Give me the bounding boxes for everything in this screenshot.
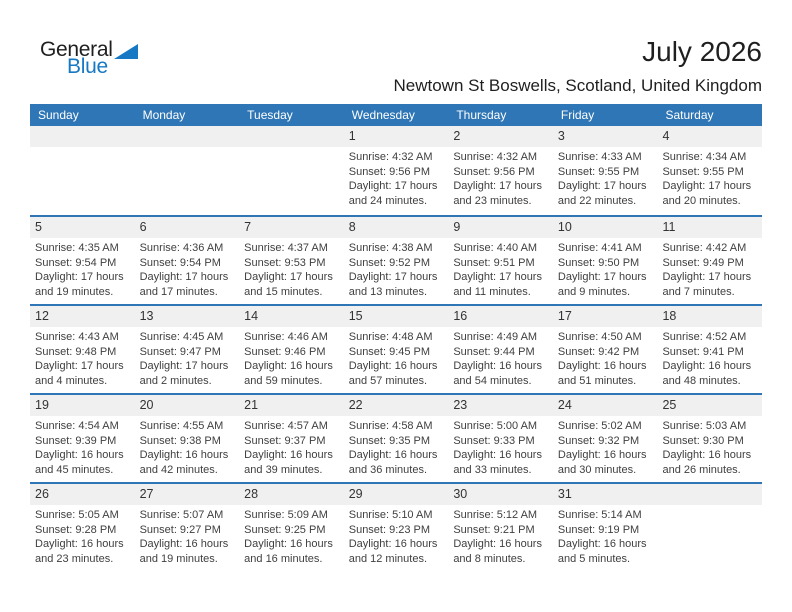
day-number-empty [135,126,240,147]
day-number-31: 31 [557,487,572,501]
sunset-text: Sunset: 9:49 PM [662,256,744,269]
day-number-17: 17 [557,309,572,323]
sunset-text: Sunset: 9:50 PM [557,256,640,269]
day-number-26: 26 [35,487,49,501]
logo-word-general: General [40,38,113,61]
day-number-29: 29 [348,487,363,501]
day-details-row [30,416,762,477]
sunrise-text: Sunrise: 4:32 AM [348,151,433,163]
sunset-text: Sunset: 9:35 PM [348,434,431,447]
weekday-header-saturday: Saturday [665,108,714,122]
sunset-text: Sunset: 9:42 PM [557,345,640,358]
sunrise-text: Sunrise: 4:50 AM [557,331,642,343]
daylight-text: Daylight: 16 hours and 45 minutes. [35,449,124,476]
daylight-text: Daylight: 16 hours and 57 minutes. [348,360,438,387]
month-title: July 2026 [642,36,762,67]
daylight-text: Daylight: 16 hours and 42 minutes. [139,449,229,476]
day-cell-23 [448,416,553,477]
day-cell-7 [239,238,344,299]
daylight-text: Daylight: 16 hours and 23 minutes. [35,538,124,565]
day-number-empty [657,484,762,505]
day-number-14: 14 [244,309,259,323]
sunset-text: Sunset: 9:48 PM [35,345,117,358]
day-details-row [30,505,762,566]
day-cell-29 [344,505,449,566]
sunrise-text: Sunrise: 5:00 AM [453,420,538,432]
day-cell-26 [30,505,135,566]
day-number-28: 28 [244,487,259,501]
day-cell-empty [239,147,344,208]
sunset-text: Sunset: 9:47 PM [139,345,221,358]
sunset-text: Sunset: 9:45 PM [348,345,431,358]
sunset-text: Sunset: 9:55 PM [662,165,744,178]
daylight-text: Daylight: 17 hours and 23 minutes. [453,180,542,207]
day-cell-14 [239,327,344,388]
sunrise-text: Sunrise: 4:36 AM [139,242,224,254]
daylight-text: Daylight: 16 hours and 59 minutes. [244,360,333,387]
sunrise-text: Sunrise: 5:07 AM [139,509,224,521]
sunrise-text: Sunrise: 5:05 AM [35,509,119,521]
sunrise-text: Sunrise: 5:02 AM [557,420,642,432]
daylight-text: Daylight: 17 hours and 15 minutes. [244,271,333,298]
weekday-header-friday: Friday [560,108,595,122]
sunset-text: Sunset: 9:56 PM [348,165,431,178]
sunrise-text: Sunrise: 4:57 AM [244,420,328,432]
day-number-5: 5 [35,220,42,234]
week-row-2 [30,215,762,304]
sunset-text: Sunset: 9:44 PM [453,345,535,358]
day-number-6: 6 [139,220,147,234]
daylight-text: Daylight: 17 hours and 22 minutes. [557,180,647,207]
daylight-text: Daylight: 16 hours and 39 minutes. [244,449,333,476]
day-number-empty [239,126,344,147]
day-cell-18 [657,327,762,388]
day-cell-16 [448,327,553,388]
logo-triangle-icon [114,44,138,59]
weekday-header-tuesday: Tuesday [247,108,293,122]
day-number-band [30,306,762,327]
day-number-7: 7 [244,220,252,234]
day-cell-28 [239,505,344,566]
day-cell-10 [553,238,658,299]
day-number-band [30,484,762,505]
day-number-4: 4 [662,129,670,143]
day-cell-1 [344,147,449,208]
sunrise-text: Sunrise: 4:55 AM [139,420,224,432]
day-number-25: 25 [662,398,677,412]
daylight-text: Daylight: 16 hours and 26 minutes. [662,449,752,476]
day-number-30: 30 [453,487,468,501]
day-details-row [30,327,762,388]
day-number-2: 2 [453,129,461,143]
day-cell-21 [239,416,344,477]
sunrise-text: Sunrise: 4:37 AM [244,242,328,254]
day-cell-4 [657,147,762,208]
daylight-text: Daylight: 16 hours and 36 minutes. [348,449,438,476]
daylight-text: Daylight: 17 hours and 2 minutes. [139,360,229,387]
day-cell-20 [135,416,240,477]
daylight-text: Daylight: 17 hours and 19 minutes. [35,271,124,298]
sunset-text: Sunset: 9:46 PM [244,345,326,358]
day-cell-9 [448,238,553,299]
day-number-19: 19 [35,398,49,412]
day-number-12: 12 [35,309,49,323]
day-number-20: 20 [139,398,154,412]
sunset-text: Sunset: 9:56 PM [453,165,535,178]
weekday-header-wednesday: Wednesday [351,108,415,122]
sunset-text: Sunset: 9:27 PM [139,523,221,536]
day-cell-empty [657,505,762,566]
sunrise-text: Sunrise: 5:10 AM [348,509,433,521]
day-number-15: 15 [348,309,363,323]
day-cell-30 [448,505,553,566]
day-cell-25 [657,416,762,477]
week-row-1 [30,126,762,215]
sunset-text: Sunset: 9:54 PM [139,256,221,269]
sunset-text: Sunset: 9:41 PM [662,345,744,358]
weeks-grid [30,126,762,571]
day-number-band [30,217,762,238]
daylight-text: Daylight: 16 hours and 12 minutes. [348,538,438,565]
day-cell-17 [553,327,658,388]
sunset-text: Sunset: 9:38 PM [139,434,221,447]
day-number-13: 13 [139,309,154,323]
day-number-band [30,395,762,416]
daylight-text: Daylight: 16 hours and 54 minutes. [453,360,542,387]
general-blue-logo [40,38,138,79]
day-cell-19 [30,416,135,477]
sunrise-text: Sunrise: 4:40 AM [453,242,538,254]
week-row-4 [30,393,762,482]
daylight-text: Daylight: 16 hours and 19 minutes. [139,538,229,565]
sunset-text: Sunset: 9:21 PM [453,523,535,536]
sunset-text: Sunset: 9:53 PM [244,256,326,269]
sunset-text: Sunset: 9:55 PM [557,165,640,178]
sunset-text: Sunset: 9:23 PM [348,523,431,536]
sunrise-text: Sunrise: 4:32 AM [453,151,538,163]
sunset-text: Sunset: 9:32 PM [557,434,640,447]
sunrise-text: Sunrise: 4:48 AM [348,331,433,343]
sunset-text: Sunset: 9:19 PM [557,523,640,536]
daylight-text: Daylight: 17 hours and 17 minutes. [139,271,229,298]
day-cell-8 [344,238,449,299]
day-number-10: 10 [557,220,572,234]
daylight-text: Daylight: 17 hours and 4 minutes. [35,360,124,387]
daylight-text: Daylight: 17 hours and 13 minutes. [348,271,438,298]
day-cell-5 [30,238,135,299]
day-number-27: 27 [139,487,154,501]
daylight-text: Daylight: 16 hours and 30 minutes. [557,449,647,476]
day-cell-empty [135,147,240,208]
daylight-text: Daylight: 16 hours and 8 minutes. [453,538,542,565]
sunset-text: Sunset: 9:39 PM [35,434,117,447]
sunrise-text: Sunrise: 5:14 AM [557,509,642,521]
sunset-text: Sunset: 9:37 PM [244,434,326,447]
calendar-table [30,104,762,571]
day-number-9: 9 [453,220,461,234]
sunrise-text: Sunrise: 5:03 AM [662,420,747,432]
day-cell-6 [135,238,240,299]
weekday-header-monday: Monday [142,108,186,122]
daylight-text: Daylight: 16 hours and 5 minutes. [557,538,647,565]
day-number-1: 1 [348,129,356,143]
sunrise-text: Sunrise: 4:58 AM [348,420,433,432]
logo-word-blue: Blue [67,55,108,78]
week-row-3 [30,304,762,393]
sunrise-text: Sunrise: 4:54 AM [35,420,119,432]
day-number-24: 24 [557,398,572,412]
daylight-text: Daylight: 17 hours and 11 minutes. [453,271,542,298]
day-cell-12 [30,327,135,388]
sunrise-text: Sunrise: 4:45 AM [139,331,224,343]
weekday-header-sunday: Sunday [38,108,79,122]
sunrise-text: Sunrise: 4:52 AM [662,331,747,343]
sunset-text: Sunset: 9:52 PM [348,256,431,269]
sunset-text: Sunset: 9:30 PM [662,434,744,447]
sunset-text: Sunset: 9:33 PM [453,434,535,447]
week-row-5 [30,482,762,571]
sunrise-text: Sunrise: 4:33 AM [557,151,642,163]
sunrise-text: Sunrise: 5:09 AM [244,509,328,521]
sunset-text: Sunset: 9:25 PM [244,523,326,536]
day-number-23: 23 [453,398,468,412]
day-number-21: 21 [244,398,259,412]
sunrise-text: Sunrise: 4:34 AM [662,151,747,163]
daylight-text: Daylight: 16 hours and 51 minutes. [557,360,647,387]
sunset-text: Sunset: 9:54 PM [35,256,117,269]
day-number-11: 11 [662,220,676,234]
day-cell-empty [30,147,135,208]
day-details-row [30,238,762,299]
daylight-text: Daylight: 17 hours and 20 minutes. [662,180,752,207]
day-number-band [30,126,762,147]
daylight-text: Daylight: 16 hours and 48 minutes. [662,360,752,387]
day-number-22: 22 [348,398,363,412]
day-number-16: 16 [453,309,468,323]
day-cell-13 [135,327,240,388]
day-cell-3 [553,147,658,208]
daylight-text: Daylight: 17 hours and 7 minutes. [662,271,752,298]
day-cell-2 [448,147,553,208]
day-cell-11 [657,238,762,299]
daylight-text: Daylight: 17 hours and 9 minutes. [557,271,647,298]
day-details-row [30,147,762,208]
daylight-text: Daylight: 16 hours and 33 minutes. [453,449,542,476]
day-cell-31 [553,505,658,566]
sunrise-text: Sunrise: 4:42 AM [662,242,747,254]
sunrise-text: Sunrise: 4:43 AM [35,331,119,343]
day-cell-27 [135,505,240,566]
day-number-8: 8 [348,220,356,234]
day-number-18: 18 [662,309,677,323]
sunrise-text: Sunrise: 5:12 AM [453,509,538,521]
daylight-text: Daylight: 17 hours and 24 minutes. [348,180,438,207]
day-cell-24 [553,416,658,477]
sunset-text: Sunset: 9:28 PM [35,523,117,536]
location-subtitle: Newtown St Boswells, Scotland, United Kingdom [393,76,762,95]
sunset-text: Sunset: 9:51 PM [453,256,535,269]
weekday-header-thursday: Thursday [456,108,507,122]
sunrise-text: Sunrise: 4:49 AM [453,331,538,343]
day-number-empty [30,126,135,147]
day-cell-22 [344,416,449,477]
day-number-3: 3 [557,129,565,143]
sunrise-text: Sunrise: 4:35 AM [35,242,119,254]
daylight-text: Daylight: 16 hours and 16 minutes. [244,538,333,565]
sunrise-text: Sunrise: 4:41 AM [557,242,642,254]
sunrise-text: Sunrise: 4:38 AM [348,242,433,254]
weekday-header-row [30,104,762,126]
sunrise-text: Sunrise: 4:46 AM [244,331,328,343]
day-cell-15 [344,327,449,388]
